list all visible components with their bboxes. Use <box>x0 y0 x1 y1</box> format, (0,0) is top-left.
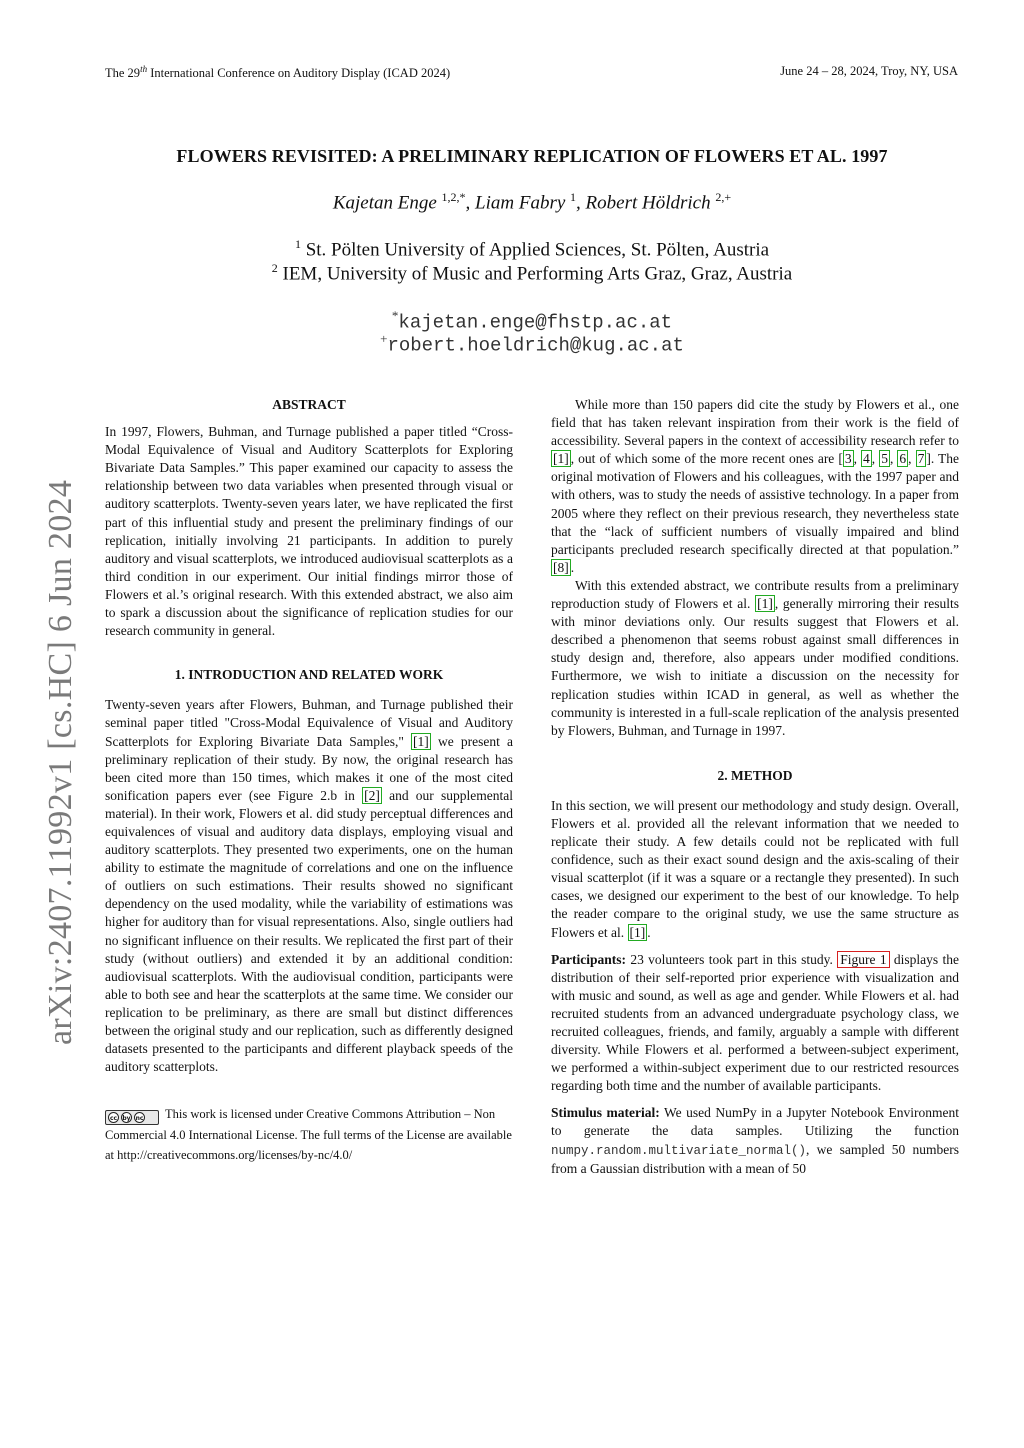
affiliation-1-num: 1 <box>294 237 301 251</box>
participants-label: Participants: <box>551 951 626 967</box>
citation-link[interactable]: [1] <box>413 733 429 749</box>
arxiv-stamp: arXiv:2407.11992v1 [cs.HC] 6 Jun 2024 <box>42 479 79 1045</box>
license-text: This work is licensed under Creative Commons Attribution – Non Commercial 4.0 International License. The full terms of the License are available at http://creativecommons.org/licenses/by-nc/4.0/ <box>105 1107 512 1163</box>
citation-link[interactable]: [8] <box>553 559 569 575</box>
author-2-sup: 1 <box>570 190 577 204</box>
author-1: Kajetan Enge <box>332 192 442 214</box>
method-heading: 2. METHOD <box>717 767 793 783</box>
email-1-address[interactable]: kajetan.enge@fhstp.ac.at <box>398 311 673 334</box>
citation-link[interactable]: 3 <box>844 451 852 467</box>
by-icon: by <box>121 1112 132 1123</box>
citation-link[interactable]: 5 <box>881 451 888 467</box>
abstract-text: In 1997, Flowers, Buhman, and Turnage published a paper titled “Cross-Modal Equivalence of Visual and Auditory Scatterplots for Exploring Bivariate Data Samples.” This paper examined our capacity to assess the relationship between two data variables when presented through visual or auditory scatterplots. Twenty-seven years later, we have replicated the first part of this influential study and present the preliminary findings of our replication, initially involving 21 participants. In addition to purely auditory and visual scatterplots, we introduced audiovisual scatterplots as a third condition in our experiment. Our initial findings mirror those of Flowers et al.’s original research. With this extended abstract, we also aim to spark a discussion about the significance of replication studies for our research community in general. <box>105 424 513 639</box>
contribution-paragraph <box>551 577 959 740</box>
intro-heading: 1. INTRODUCTION AND RELATED WORK <box>174 667 444 683</box>
citation-link[interactable]: [1] <box>629 924 646 940</box>
right-text-b: , out of which some of the more recent ones are <box>570 451 839 467</box>
author-1-sup: 1,2,* <box>441 190 466 204</box>
participants-text-b: displays the distribution of their self-reported prior experience with visualization and with music and sound, as well as age and gender. While Flowers et al. had recruited students from an advanced undergraduate psychology class, we recruited colleagues, friends, and family, arguably a sample with different diversity. While Flowers et al. performed a between-subject experiment, we performed a within-subject experiment due to our restricted resources regarding both time and the number of available participants. <box>551 951 960 1094</box>
cc-icon: cc <box>108 1112 119 1123</box>
right-text-d: . <box>570 559 575 575</box>
author-list <box>0 190 1024 214</box>
stimulus-paragraph <box>551 1104 959 1177</box>
code-snippet: numpy.random.multivariate_normal() <box>551 1143 807 1158</box>
nc-icon: nc <box>134 1112 145 1123</box>
email-2-mark: + <box>380 331 388 346</box>
method-text-b: . <box>647 924 651 940</box>
citation-link[interactable]: [1] <box>757 596 773 612</box>
email-2-address[interactable]: robert.hoeldrich@kug.ac.at <box>387 334 684 357</box>
stimulus-text-a: We used NumPy in a Jupyter Notebook Environment to generate the data samples. Utilizing the function <box>551 1105 959 1139</box>
author-3-sup: 2,+ <box>715 190 732 204</box>
cite-bracket-close: ] <box>926 451 931 467</box>
email-2[interactable] <box>0 331 1024 356</box>
header-conf-post: International Conference on Auditory Display (ICAD 2024) <box>147 66 451 81</box>
affiliation-1 <box>0 237 1024 261</box>
accessibility-paragraph: While more than 150 papers did cite the study by Flowers et al., one field that has taken relevant inspiration from their work is the field of accessibility. Several papers in the context of accessibility research refer to [1] , out of which some of the more recent ones are [ 3 , 4 , 5 , 6 , 7 ]. The original motivation of Flowers and his colleagues, with the 1997 paper and with others, was to study the needs of assistive technology. In a paper from 2005 where they reflect on their previous research, they nevertheless state that the “lack of sufficient numbers of visually impaired and blind participants precluded research specifically directed at that population.” [8] . <box>551 397 960 575</box>
right-text-c: . The original motivation of Flowers and his colleagues, with the 1997 paper and with others, was to study the needs of assistive technology. In a paper from 2005 where they reflect on their previous research, they nevertheless state that the “lack of sufficient numbers of visually impaired and blind participants precluded research specifically directed at that population.” <box>551 451 960 557</box>
email-1[interactable] <box>0 308 1024 333</box>
right-column <box>551 396 959 1178</box>
cc-by-nc-badge-icon <box>105 1110 159 1125</box>
affiliation-2-text: IEM, University of Music and Performing Arts Graz, Graz, Austria <box>277 263 793 285</box>
stimulus-text-b: , we sampled 50 numbers from a Gaussian distribution with a mean of 50 <box>551 1141 959 1176</box>
citation-link[interactable]: [1] <box>553 451 569 467</box>
figure-reference-link[interactable]: Figure 1 <box>837 951 889 968</box>
header-conf-pre: The 29 <box>105 66 141 81</box>
author-2: , Liam Fabry <box>465 192 571 214</box>
citation-link[interactable]: 4 <box>863 451 870 467</box>
header-conf-sup: th <box>140 64 148 74</box>
intro-text-b: we present a preliminary replication of their study. By now, the original research has been cited more than 150 times, which makes it one of the most cited sonification papers ever (see Figure 2.b in <box>105 733 513 803</box>
email-1-mark: * <box>391 308 399 323</box>
license-note <box>105 1104 513 1165</box>
paper-title: FLOWERS REVISITED: A PRELIMINARY REPLICATION OF FLOWERS ET AL. 1997 <box>176 146 888 166</box>
stimulus-label: Stimulus material: <box>551 1105 660 1121</box>
method-intro-paragraph <box>551 797 959 942</box>
affiliation-1-text: St. Pölten University of Applied Sciences, St. Pölten, Austria <box>300 239 770 261</box>
citation-link[interactable]: [2] <box>364 787 380 803</box>
cite-bracket-open: [ <box>838 451 843 467</box>
participants-text-a: 23 volunteers took part in this study. <box>626 951 838 967</box>
intro-text-c: and our supplemental material). In their work, Flowers et al. did study perceptual differences and equivalences of visual and auditory data displays, employing visual and auditory scatterplots. They presented two experiments, one on the human ability to estimate the magnitude of correlations and one on the influence of outliers on such estimations. Their results showed no significant dependency on the used modality, while the variability of estimations was higher for auditory than for visual representations. Also, single outliers had no significant influence on their results. We replicated the first part of their study (without outliers) and extended it by an additional condition: audiovisual scatterplots. With the audiovisual condition, participants were able to both see and hear the scatterplots at the same time. We consider our replication to be preliminary, as there are small but distinct differences between the original study and our replication, such as differently designed datasets presented to the participants and different playback speeds of the auditory scatterplots. <box>105 787 513 1075</box>
running-header-conference <box>105 64 450 81</box>
contrib-text-a: With this extended abstract, we contribute results from a preliminary reproduction study of Flowers et al. <box>551 577 959 612</box>
left-column <box>105 396 513 1165</box>
citation-link[interactable]: 6 <box>899 451 907 467</box>
author-3: , Robert Höldrich <box>576 192 716 214</box>
intro-paragraph <box>105 696 513 1076</box>
contrib-text-b: , generally mirroring their results with minor deviations only. Our results suggest that Flowers et al. described a phenomenon that seems robust against small differences in study design and, therefore, also appears under modified conditions. Furthermore, we wish to initiate a discussion on the necessity for replication studies within ICAD in general, as well as whether the community is interested in a full-scale replication of the analysis presented by Flowers, Buhman, and Turnage in 1997. <box>551 596 959 738</box>
intro-text-a: Twenty-seven years after Flowers, Buhman, and Turnage published their seminal paper titled "Cross-Modal Equivalence of Visual and Auditory Scatterplots for Exploring Bivariate Data Samples," <box>105 697 513 749</box>
method-text-a: In this section, we will present our methodology and study design. Overall, Flowers et al. provided all the relevant information that we needed to replicate their study. A few details could not be replicated with full confidence, such as their exact sound design and the axis-scaling of their visual scatterplot (if it was a square or a rectangle they presented). In such cases, we designed our experiment to the best of our knowledge. To help the reader compare to the original study, we use the same structure as Flowers et al. <box>551 797 959 940</box>
affiliation-2 <box>0 261 1024 285</box>
right-text-a: While more than 150 papers did cite the study by Flowers et al., one field that has taken relevant inspiration from their work is the field of accessibility. Several papers in the context of accessibility research refer to <box>551 397 959 449</box>
participants-paragraph <box>551 951 959 1096</box>
affiliation-2-num: 2 <box>271 261 278 275</box>
citation-link[interactable]: 7 <box>917 451 925 467</box>
abstract-heading: ABSTRACT <box>272 397 346 412</box>
running-header-date: June 24 – 28, 2024, Troy, NY, USA <box>780 64 958 78</box>
